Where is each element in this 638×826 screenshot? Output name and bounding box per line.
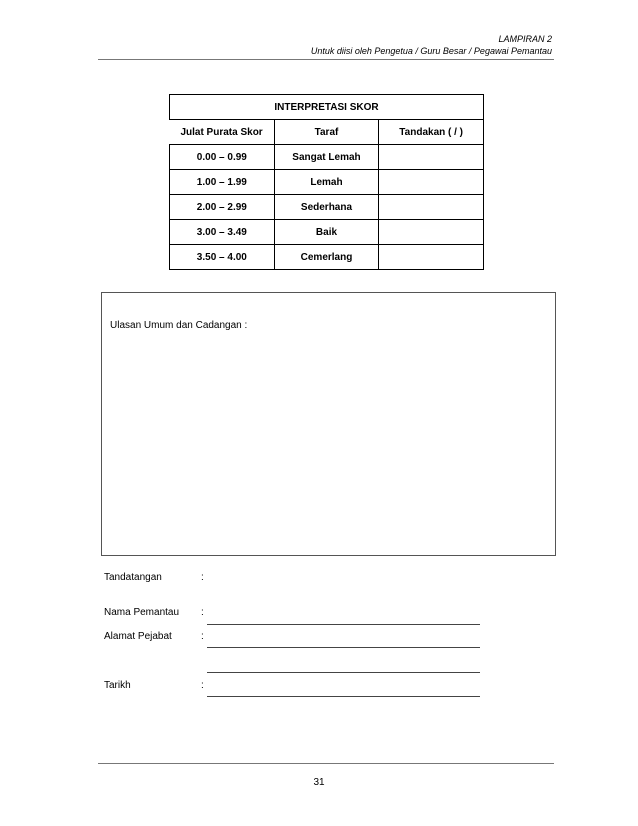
- date-label: Tarikh: [104, 680, 131, 691]
- level-cell: Lemah: [274, 170, 379, 195]
- monitor-name-colon: :: [201, 607, 204, 618]
- mark-cell[interactable]: [379, 245, 484, 270]
- office-address-colon: :: [201, 631, 204, 642]
- date-field[interactable]: [207, 696, 480, 697]
- range-cell: 3.00 – 3.49: [170, 220, 275, 245]
- level-cell: Cemerlang: [274, 245, 379, 270]
- date-colon: :: [201, 680, 204, 691]
- score-interpretation-table: [169, 94, 484, 270]
- mark-cell[interactable]: [379, 170, 484, 195]
- table-row: [170, 145, 484, 170]
- monitor-name-field[interactable]: [207, 624, 480, 625]
- range-cell: 1.00 – 1.99: [170, 170, 275, 195]
- level-cell: Sangat Lemah: [274, 145, 379, 170]
- mark-cell[interactable]: [379, 220, 484, 245]
- table-row: [170, 245, 484, 270]
- monitor-name-label: Nama Pemantau: [104, 607, 180, 618]
- header-note: Untuk diisi oleh Pengetua / Guru Besar / Pegawai Pemantau: [310, 46, 552, 56]
- table-row: [170, 195, 484, 220]
- level-cell: Sederhana: [274, 195, 379, 220]
- header-divider: [98, 59, 554, 60]
- range-cell: 3.50 – 4.00: [170, 245, 275, 270]
- comments-box[interactable]: [101, 292, 556, 556]
- mark-cell[interactable]: [379, 195, 484, 220]
- appendix-label: LAMPIRAN 2: [498, 34, 552, 44]
- table-row: [170, 170, 484, 195]
- footer-divider: [98, 763, 554, 764]
- office-address-label: Alamat Pejabat: [104, 631, 172, 642]
- table-title: INTERPRETASI SKOR: [170, 95, 484, 120]
- column-header-range: Julat Purata Skor: [180, 126, 263, 138]
- range-cell: 0.00 – 0.99: [170, 145, 275, 170]
- level-cell: Baik: [274, 220, 379, 245]
- table-row: [170, 220, 484, 245]
- mark-cell[interactable]: [379, 145, 484, 170]
- signature-colon: :: [201, 572, 204, 583]
- page-number: 31: [313, 777, 325, 788]
- range-cell: 2.00 – 2.99: [170, 195, 275, 220]
- office-address-field-line-2[interactable]: [207, 672, 480, 673]
- column-header-level: Taraf: [274, 120, 379, 145]
- column-header-mark: Tandakan ( / ): [379, 120, 484, 145]
- office-address-field-line-1[interactable]: [207, 647, 480, 648]
- comments-label: Ulasan Umum dan Cadangan :: [110, 320, 248, 331]
- signature-label: Tandatangan: [104, 572, 162, 583]
